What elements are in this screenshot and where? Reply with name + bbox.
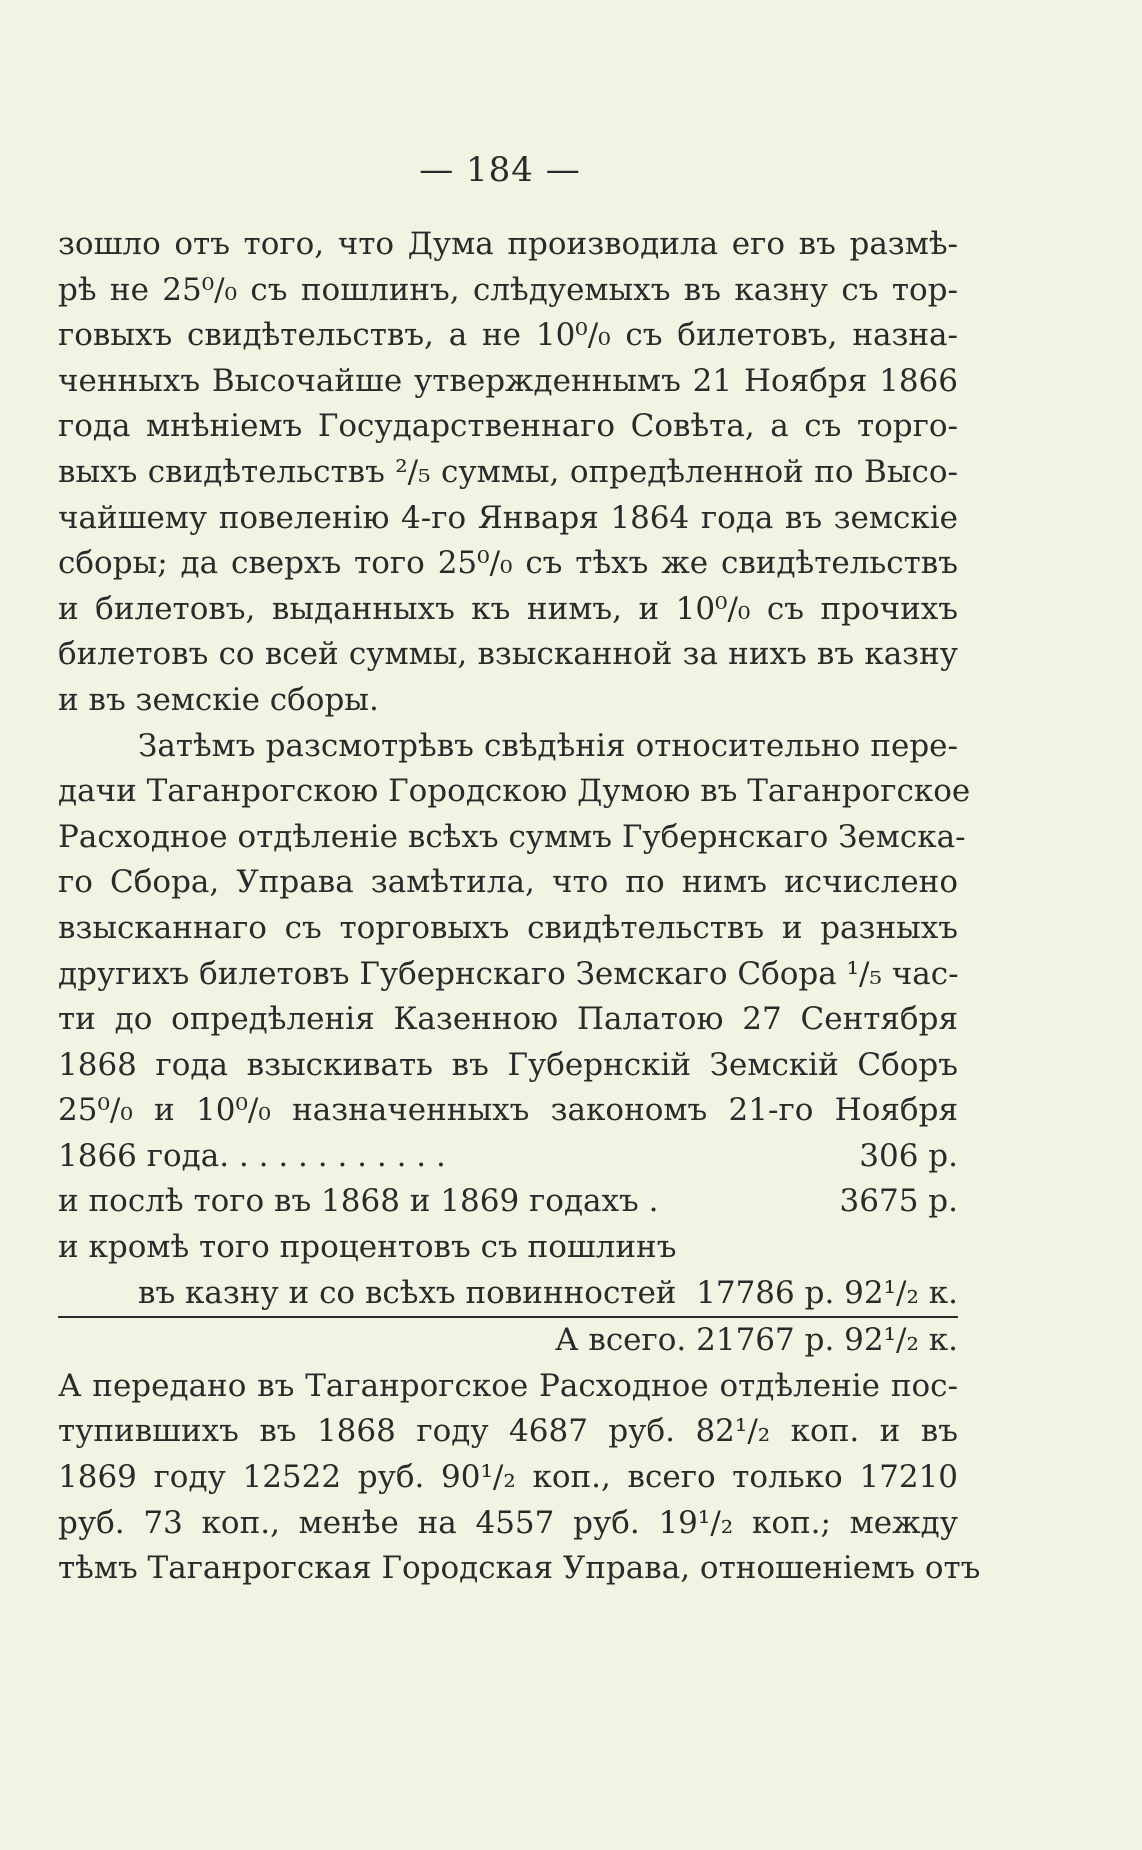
text-line: зошло отъ того, что Дума производила его въ размѣ- bbox=[58, 226, 958, 262]
text-line: 1869 году 12522 руб. 90¹/₂ коп., всего только 17210 bbox=[58, 1459, 958, 1496]
text-line: тупившихъ въ 1868 году 4687 руб. 82¹/₂ коп. и въ bbox=[58, 1413, 958, 1450]
text-line: года мнѣніемъ Государственнаго Совѣта, а съ торго- bbox=[58, 408, 958, 445]
text-line: и въ земскіе сборы. bbox=[58, 681, 379, 718]
text-line: ченныхъ Высочайше утвержденнымъ 21 Ноября 1866 bbox=[58, 362, 958, 399]
text-line: рѣ не 25⁰/₀ съ пошлинъ, слѣдуемыхъ въ казну съ тор- bbox=[58, 271, 958, 308]
text-line: выхъ свидѣтельствъ ²/₅ суммы, опредѣленной по Высо- bbox=[58, 453, 958, 490]
page-number: — 184 — bbox=[419, 150, 581, 190]
text-line: го Сбора, Управа замѣтила, что по нимъ исчислено bbox=[58, 864, 958, 901]
sum-value: 3675 р. bbox=[839, 1183, 958, 1220]
text-line: дачи Таганрогскою Городскою Думою въ Таганрогское bbox=[58, 773, 971, 810]
sum-row-interest bbox=[58, 1271, 958, 1319]
text-line: другихъ билетовъ Губернскаго Земскаго Сбора ¹/₅ час- bbox=[58, 955, 959, 992]
sum-total: А всего. 21767 р. 92¹/₂ к. bbox=[555, 1322, 958, 1359]
sum-row-interest-label bbox=[58, 1225, 958, 1271]
text-line: билетовъ со всей суммы, взысканной за нихъ въ казну bbox=[58, 636, 958, 673]
sum-label: и кромѣ того процентовъ съ пошлинъ bbox=[58, 1229, 677, 1266]
sum-label: 1866 года. . . . . . . . . . . . bbox=[58, 1137, 446, 1174]
sum-label: въ казну и со всѣхъ повинностей bbox=[138, 1274, 677, 1311]
text-line: чайшему повеленію 4-го Января 1864 года въ земскіе bbox=[58, 499, 958, 536]
text-line: А передано въ Таганрогское Расходное отдѣленіе пос- bbox=[58, 1367, 958, 1404]
sum-value: 17786 р. 92¹/₂ к. bbox=[696, 1274, 958, 1311]
text-line: говыхъ свидѣтельствъ, а не 10⁰/₀ съ билетовъ, назна- bbox=[58, 317, 958, 354]
text-line: 25⁰/₀ и 10⁰/₀ назначенныхъ закономъ 21-го Ноября bbox=[58, 1092, 958, 1129]
paragraph-start-line: Затѣмъ разсмотрѣвъ свѣдѣнія относительно пере- bbox=[138, 727, 958, 764]
sum-row-1868-1869 bbox=[58, 1179, 958, 1225]
sum-row-1866 bbox=[58, 1134, 958, 1180]
sum-value: 306 р. bbox=[859, 1137, 958, 1174]
text-line: ти до опредѣленія Казенною Палатою 27 Сентября bbox=[58, 1001, 958, 1038]
text-line: руб. 73 коп., менѣе на 4557 руб. 19¹/₂ коп.; между bbox=[58, 1504, 958, 1541]
text-line: тѣмъ Таганрогская Городская Управа, отношеніемъ отъ bbox=[58, 1550, 981, 1587]
text-line: и билетовъ, выданныхъ къ нимъ, и 10⁰/₀ съ прочихъ bbox=[58, 590, 958, 627]
body-text bbox=[58, 222, 981, 1592]
text-line: Расходное отдѣленіе всѣхъ суммъ Губернскаго Земска- bbox=[58, 818, 966, 855]
text-line: 1868 года взыскивать въ Губернскій Земскій Сборъ bbox=[58, 1046, 958, 1083]
text-line: сборы; да сверхъ того 25⁰/₀ съ тѣхъ же свидѣтельствъ bbox=[58, 545, 958, 582]
text-line: взысканнаго съ торговыхъ свидѣтельствъ и разныхъ bbox=[58, 909, 958, 946]
sum-label: и послѣ того въ 1868 и 1869 годахъ . bbox=[58, 1183, 659, 1220]
